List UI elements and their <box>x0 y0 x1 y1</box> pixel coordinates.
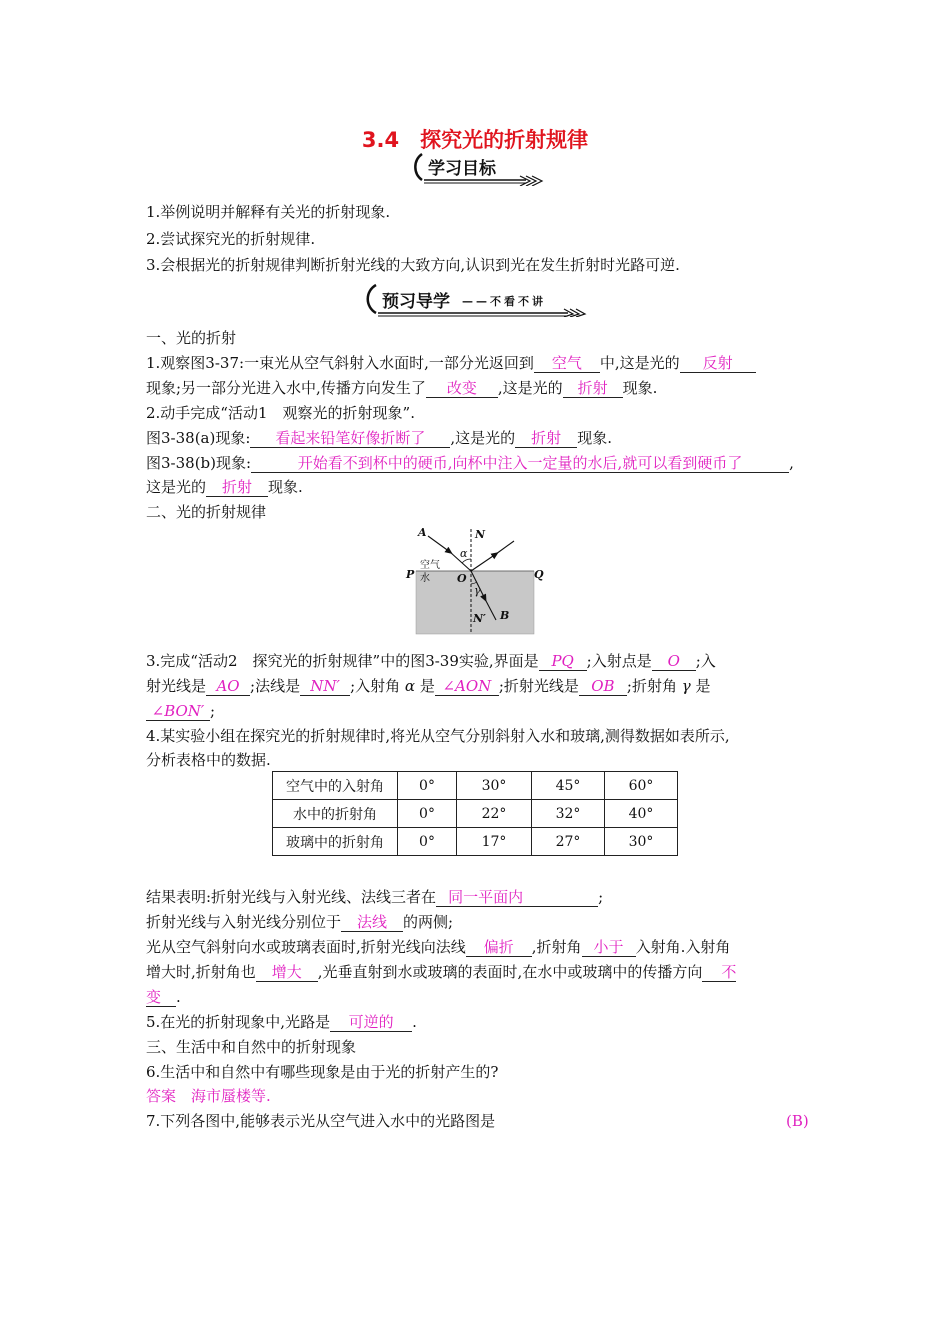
table-cell: 30° <box>457 772 532 800</box>
answer-blank: NN′ <box>300 677 350 696</box>
goal-1: 1.举例说明并解释有关光的折射现象. <box>146 203 391 221</box>
text: 这是光的 <box>146 478 207 496</box>
table-row <box>273 828 678 856</box>
table-cell: 0° <box>398 772 457 800</box>
label-q: Q <box>534 568 544 581</box>
gamma-symbol: γ <box>681 677 691 695</box>
label-gamma: γ <box>474 584 481 597</box>
answer-blank: 折射 <box>563 379 623 398</box>
text: ;入射角 <box>350 677 401 695</box>
answer-blank: 空气 <box>534 354 600 373</box>
banner-sub-label: ——不看不讲 <box>462 295 546 308</box>
answer-blank: 折射 <box>206 478 268 497</box>
text: 光从空气斜射向水或玻璃表面时,折射光线向法线 <box>146 938 466 956</box>
label-n-prime: N′ <box>473 612 486 625</box>
section-heading-2: 二、光的折射规律 <box>146 503 267 521</box>
text: 现象. <box>268 478 303 496</box>
preview-banner <box>362 281 592 317</box>
text: 增大时,折射角也 <box>146 963 256 981</box>
page-title: 3.4 探究光的折射规律 <box>361 128 589 152</box>
answer-blank: 反射 <box>680 354 756 373</box>
table-cell: 32° <box>532 800 605 828</box>
answer-blank: 开始看不到杯中的硬币,向杯中注入一定量的水后,就可以看到硬币了 <box>251 454 789 473</box>
question-2-line-3 <box>146 453 794 473</box>
reflected-ray <box>496 541 514 554</box>
table-row <box>273 800 678 828</box>
text: 入射角.入射角 <box>635 938 731 956</box>
text: 结果表明:折射光线与入射光线、法线三者在 <box>146 888 437 906</box>
text: 3.完成“活动2 探究光的折射规律”中的图3-39实验,界面是 <box>146 652 539 670</box>
incident-ray <box>428 536 450 552</box>
answer-blank: 小于 <box>582 938 636 957</box>
text: 是 <box>419 677 435 695</box>
label-n: N <box>475 528 486 541</box>
text: ; <box>598 888 604 906</box>
text: 折射光线与入射光线分别位于 <box>146 913 342 931</box>
label-o: O <box>457 572 467 585</box>
text: 是 <box>695 677 711 695</box>
answer-blank: PQ <box>539 652 587 671</box>
text: ,这是光的 <box>497 379 563 397</box>
answer-blank: OB <box>579 677 627 696</box>
table-cell: 27° <box>532 828 605 856</box>
question-6: 6.生活中和自然中有哪些现象是由于光的折射产生的? <box>146 1063 499 1081</box>
answer-blank: O <box>652 652 696 671</box>
reflected-ray <box>471 554 496 571</box>
text: ;折射光线是 <box>498 677 579 695</box>
refraction-figure <box>400 524 560 640</box>
answer-blank: ∠AON <box>435 677 499 696</box>
question-2-line-2 <box>146 428 612 448</box>
question-3-line-1 <box>146 651 716 671</box>
text: , <box>789 454 794 472</box>
question-2-line-1: 2.动手完成“活动1 观察光的折射现象”. <box>146 404 415 422</box>
data-table <box>272 771 678 856</box>
label-water: 水 <box>420 573 430 584</box>
answer-blank: 变 <box>146 988 176 1007</box>
question-1-line-1 <box>146 353 756 373</box>
learning-goals-banner <box>408 150 548 186</box>
row-label: 玻璃中的折射角 <box>273 828 398 856</box>
question-5 <box>146 1012 417 1032</box>
text: 射光线是 <box>146 677 207 695</box>
table-cell: 45° <box>532 772 605 800</box>
text: ,折射角 <box>531 938 582 956</box>
label-alpha: α <box>460 547 468 560</box>
table-cell: 60° <box>605 772 678 800</box>
table-row <box>273 772 678 800</box>
text: 中,这是光的 <box>599 354 680 372</box>
text: 现象;另一部分光进入水中,传播方向发生了 <box>146 379 426 397</box>
question-4-line-1: 4.某实验小组在探究光的折射规律时,将光从空气分别斜射入水和玻璃,测得数据如表所示, <box>146 727 730 745</box>
alpha-symbol: α <box>404 677 416 695</box>
question-2-line-4 <box>146 477 303 497</box>
text: ;入射点是 <box>586 652 652 670</box>
section-heading-3: 三、生活中和自然中的折射现象 <box>146 1038 357 1056</box>
answer-blank: AO <box>206 677 250 696</box>
text: ,光垂直射到水或玻璃的表面时,在水中或玻璃中的传播方向 <box>317 963 703 981</box>
row-label: 空气中的入射角 <box>273 772 398 800</box>
answer-blank: 增大 <box>256 963 318 982</box>
table-cell: 0° <box>398 800 457 828</box>
text: . <box>176 988 181 1006</box>
answer-blank: 法线 <box>341 913 403 932</box>
text: . <box>412 1013 417 1031</box>
text: 现象. <box>577 429 612 447</box>
row-label: 水中的折射角 <box>273 800 398 828</box>
text: 现象. <box>622 379 658 397</box>
answer-blank: 同一平面内 <box>436 888 598 907</box>
label-p: P <box>406 568 415 581</box>
answer-blank: 偏折 <box>466 938 532 957</box>
label-a: A <box>418 526 427 539</box>
answer-blank: 折射 <box>515 429 577 448</box>
table-cell: 17° <box>457 828 532 856</box>
question-1-line-2 <box>146 378 657 398</box>
text: ,这是光的 <box>450 429 516 447</box>
section-heading-1: 一、光的折射 <box>146 329 237 347</box>
label-b: B <box>500 609 510 622</box>
text: 1.观察图3-37:一束光从空气斜射入水面时,一部分光返回到 <box>146 354 534 372</box>
answer-blank: 改变 <box>426 379 498 398</box>
banner-label: 学习目标 <box>428 159 496 179</box>
text: ; <box>210 702 216 720</box>
question-3-line-3 <box>146 701 215 721</box>
banner-label: 预习导学 <box>382 292 450 312</box>
text: 5.在光的折射现象中,光路是 <box>146 1013 331 1031</box>
answer-blank: 不 <box>702 963 736 982</box>
answer-blank: 看起来铅笔好像折断了 <box>250 429 450 448</box>
goal-2: 2.尝试探究光的折射规律. <box>146 230 316 248</box>
text: ;法线是 <box>250 677 301 695</box>
conclusion-line-5 <box>146 987 181 1007</box>
conclusion-line-3 <box>146 937 730 957</box>
text: ;折射角 <box>626 677 677 695</box>
answer-blank: 可逆的 <box>330 1013 412 1032</box>
text: 图3-38(a)现象: <box>146 429 251 447</box>
label-air: 空气 <box>420 560 440 571</box>
table-cell: 40° <box>605 800 678 828</box>
question-7: 7.下列各图中,能够表示光从空气进入水中的光路图是 <box>146 1112 496 1130</box>
table-cell: 30° <box>605 828 678 856</box>
text: ;入 <box>695 652 716 670</box>
text: 的两侧; <box>403 913 454 931</box>
conclusion-line-1 <box>146 887 603 907</box>
table-cell: 0° <box>398 828 457 856</box>
conclusion-line-4 <box>146 962 736 982</box>
answer-blank: ∠BON′ <box>146 702 210 721</box>
goal-3: 3.会根据光的折射规律判断折射光线的大致方向,认识到光在发生折射时光路可逆. <box>146 256 680 274</box>
question-6-answer: 答案 海市蜃楼等. <box>146 1087 271 1105</box>
text: 图3-38(b)现象: <box>146 454 252 472</box>
conclusion-line-2 <box>146 912 453 932</box>
question-4-line-2: 分析表格中的数据. <box>146 751 271 769</box>
answer-mark: (B) <box>786 1112 809 1130</box>
table-cell: 22° <box>457 800 532 828</box>
question-3-line-2 <box>146 676 711 696</box>
